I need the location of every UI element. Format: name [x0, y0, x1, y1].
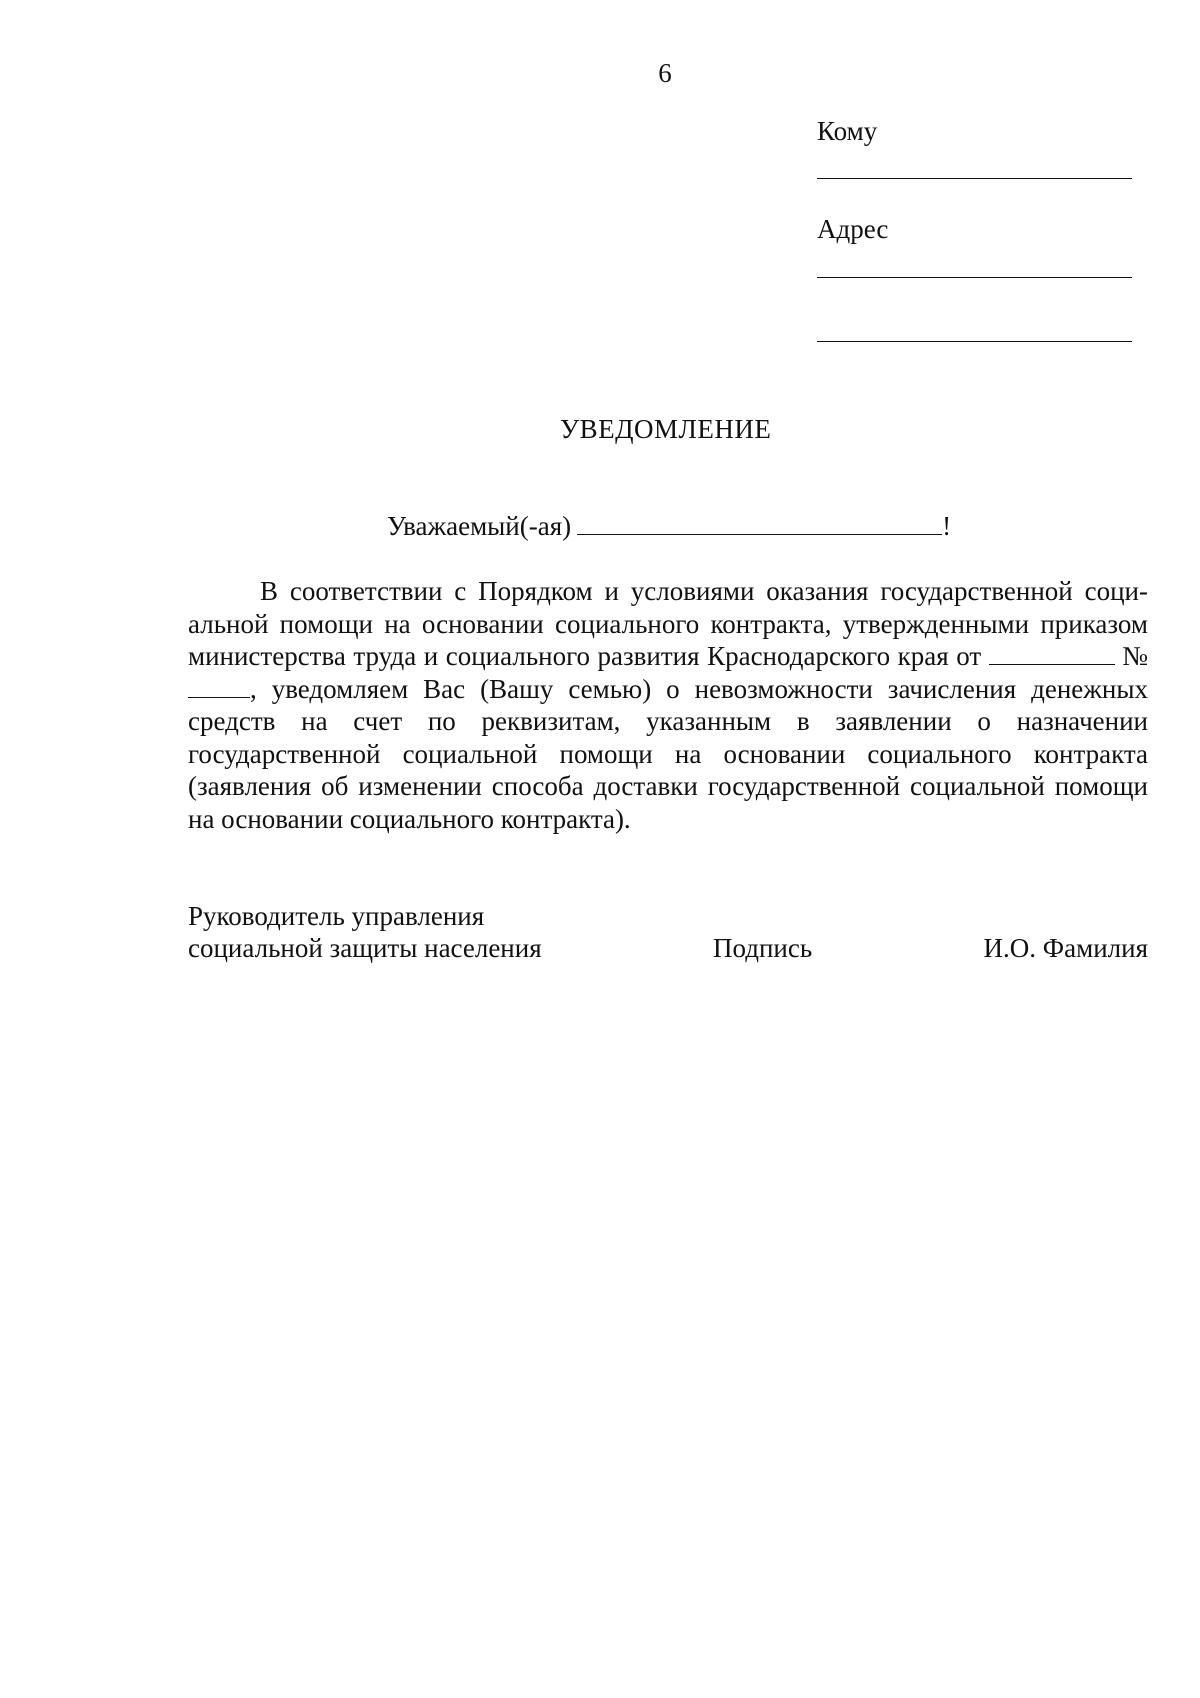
address-blank-line-1 [817, 277, 1132, 278]
salutation [387, 511, 951, 542]
body-text-part1: В соответствии с Порядком и условиями оказания государственной социальной помощи на основании социального контракта, утвержденными приказом министерства труда и социального развития Краснодарского края от [188, 576, 1148, 671]
addressee-to-blank [817, 178, 1132, 179]
salutation-name-blank [577, 512, 942, 535]
page-number: 6 [658, 58, 672, 88]
salutation-text: Уважаемый(-ая) [387, 511, 572, 541]
signatory-name: И.О. Фамилия [983, 933, 1148, 963]
order-date-blank [989, 644, 1115, 665]
signatory-position [188, 900, 542, 964]
body-paragraph [188, 575, 1148, 835]
address-blank-line-2 [817, 341, 1132, 342]
order-number-blank [188, 677, 250, 698]
addressee-to-label: Кому [817, 116, 878, 146]
signatory-position-line1: Руководитель управления [188, 901, 485, 931]
number-sign: № [1122, 641, 1148, 671]
document-title: УВЕДОМЛЕНИЕ [560, 414, 772, 444]
signatory-position-line2: социальной защиты населения [188, 933, 542, 963]
signature-block [188, 900, 1148, 980]
body-text-part2: , уведомляем Вас (Вашу семью) о невозможности зачисления денежных средств на счет по реквизитам, указанным в заявлении о назначении государственной социальной помощи на основании социального контракта (заявления об изменении способа доставки государственной социальной помощи на основании социального контракта). [188, 673, 1148, 834]
salutation-end-mark: ! [942, 511, 952, 541]
addressee-address-label: Адрес [817, 214, 889, 244]
signature-label: Подпись [713, 933, 813, 963]
